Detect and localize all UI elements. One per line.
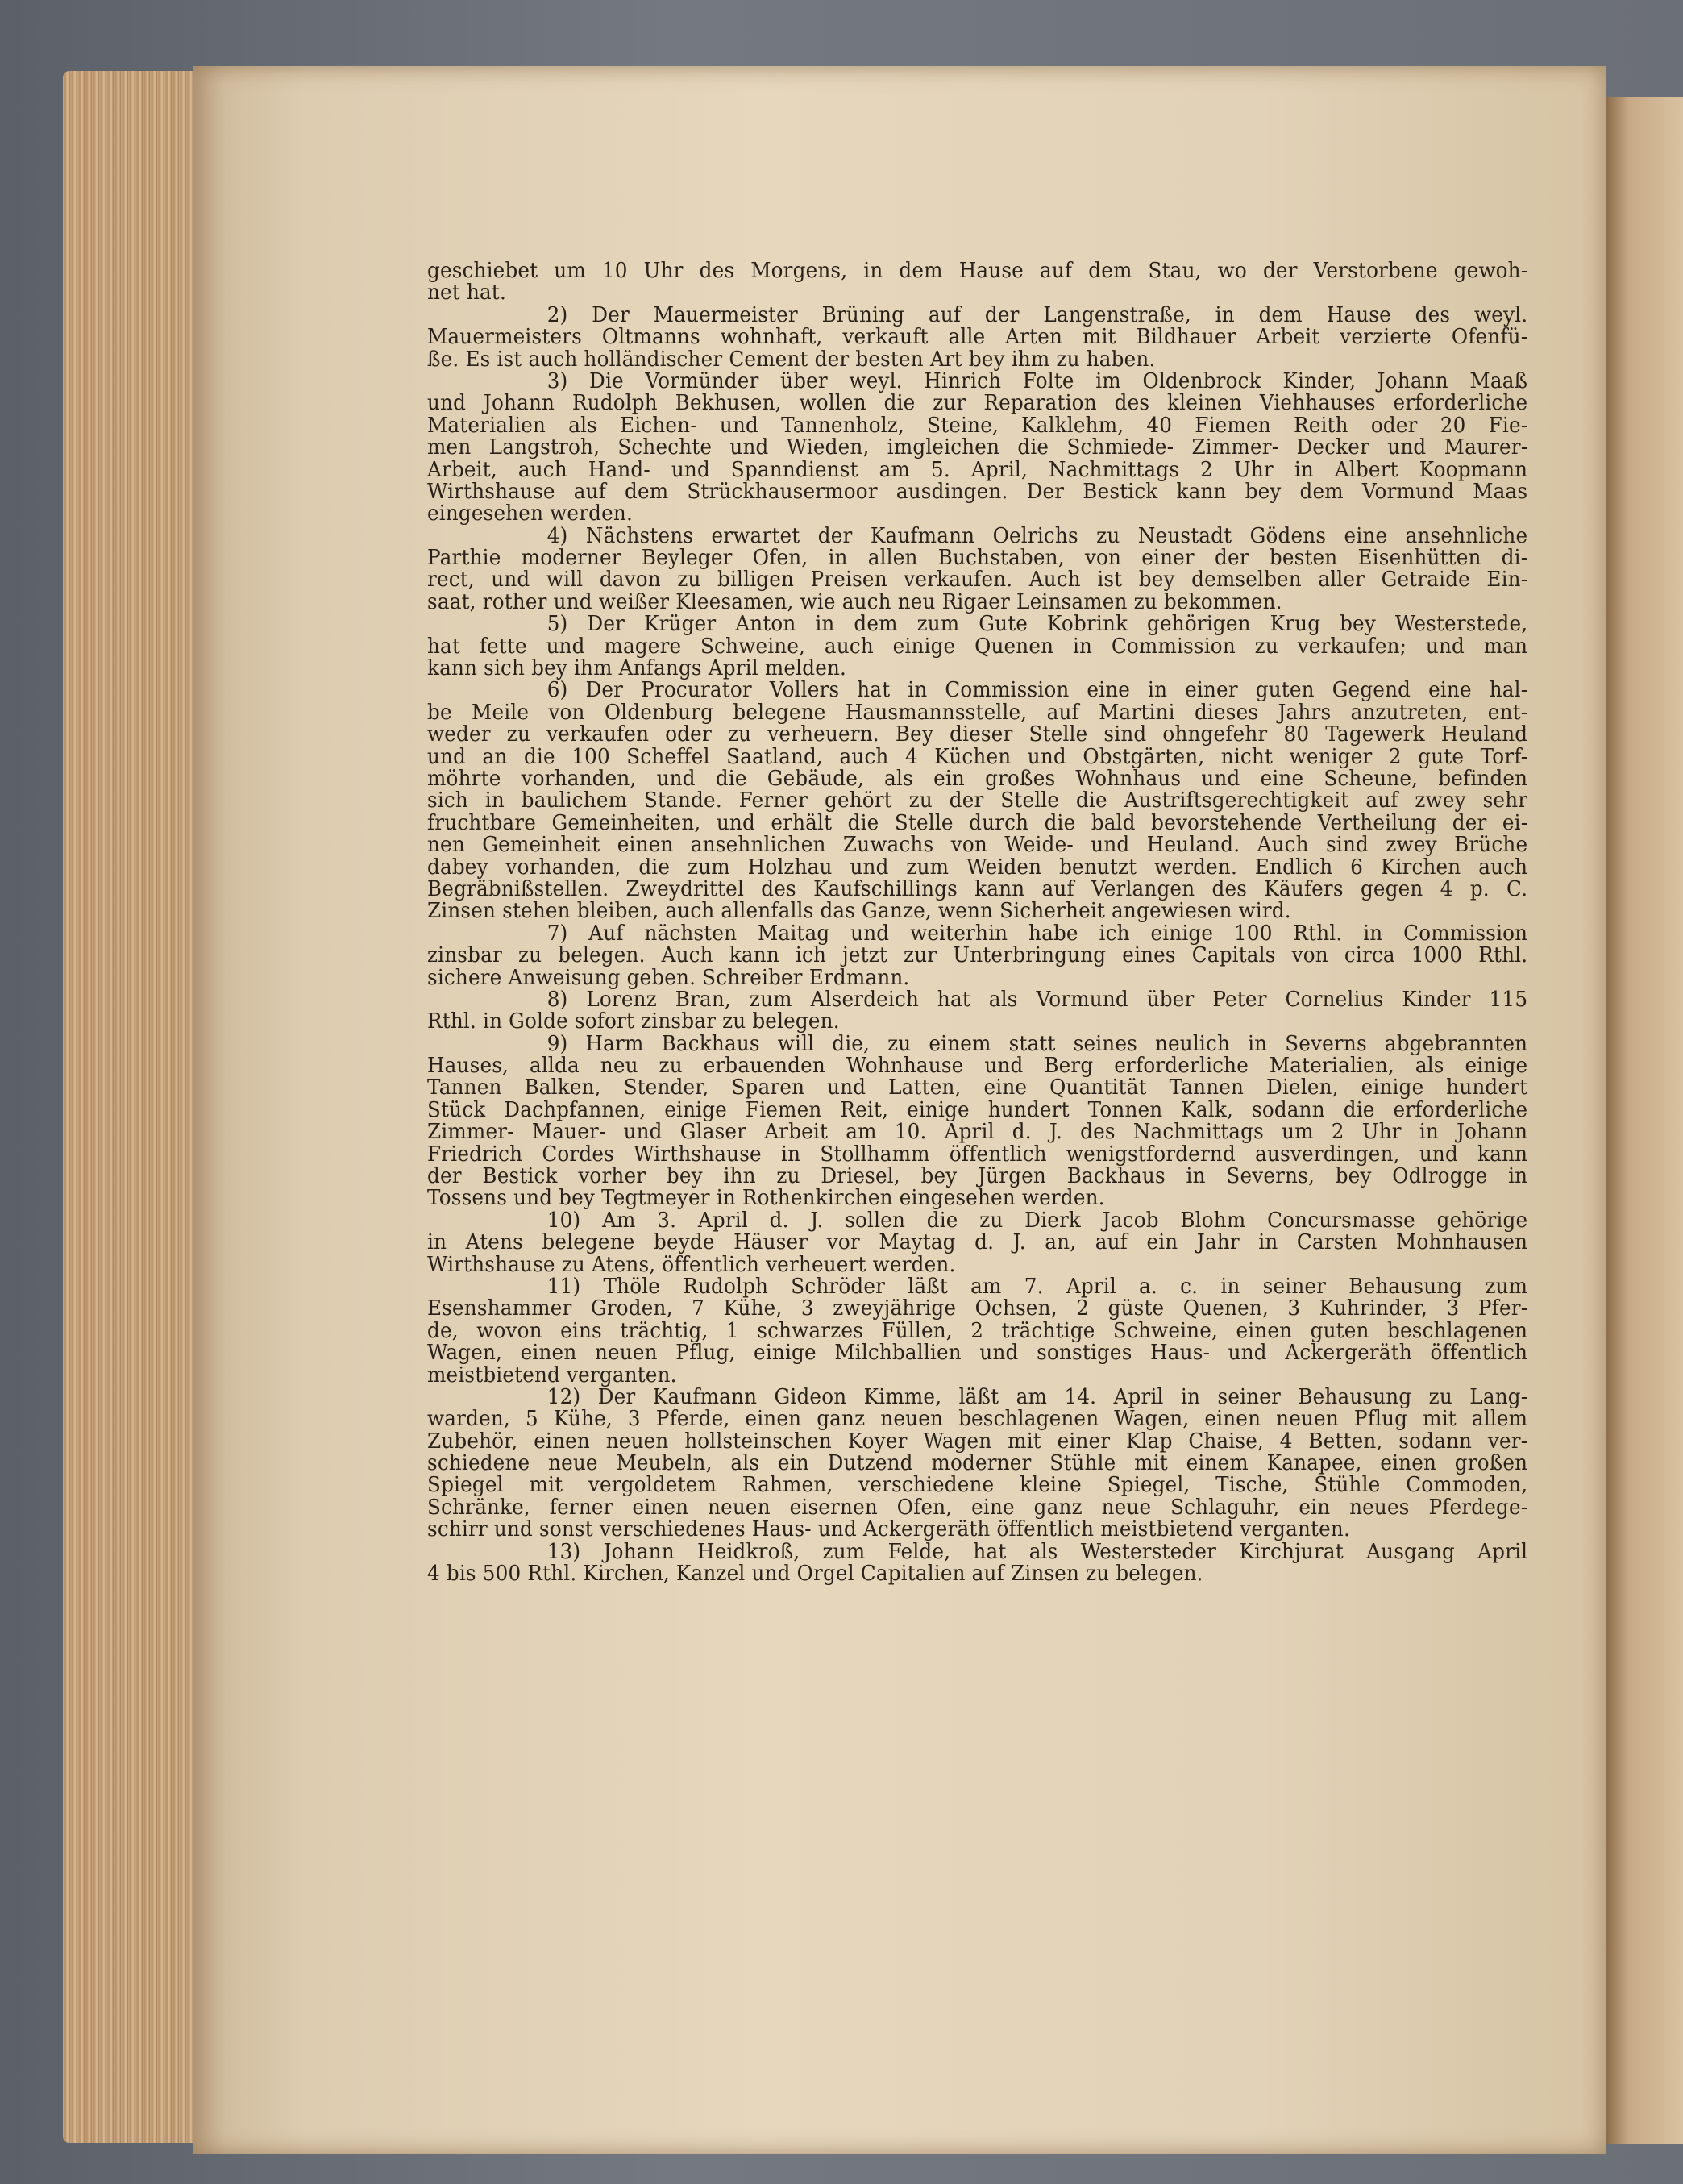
text-line: nen Gemeinheit einen ansehnlichen Zuwachs von Weide- und Heuland. Auch sind zwey Brüche [427,832,1528,858]
text-line: hat fette und magere Schweine, auch einige Quenen in Commission zu verkaufen; und man [427,633,1528,659]
text-line: net hat. [427,280,506,306]
text-line: Schränke, ferner einen neuen eisernen Ofen, eine ganz neue Schlaguhr, ein neues Pferdege- [427,1494,1528,1520]
text-line: Rthl. in Golde sofort zinsbar zu belegen. [427,1009,840,1034]
text-line: und an die 100 Scheffel Saatland, auch 4 Küchen und Obstgärten, nicht weniger 2 gute Torf- [427,743,1528,769]
text-line: und Johann Rudolph Bekhusen, wollen die zur Reparation des kleinen Viehhauses erforderliche [427,390,1528,416]
text-line: 10) Am 3. April d. J. sollen die zu Dierk Jacob Blohm Concursmasse gehörige [546,1207,1528,1233]
text-line: geschiebet um 10 Uhr des Morgens, in dem Hause auf dem Stau, wo der Verstorbene gewoh- [427,258,1528,283]
text-line: Mauermeisters Oltmanns wohnhaft, verkauft alle Arten mit Bildhauer Arbeit verzierte Ofenfü- [427,324,1528,350]
text-line: schirr und sonst verschiedenes Haus- und Ackergeräth öffentlich meistbietend verganten. [427,1516,1350,1542]
book-page-edges [63,71,208,2143]
text-line: 13) Johann Heidkroß, zum Felde, hat als Westersteder Kirchjurat Ausgang April [546,1538,1528,1564]
text-line: 5) Der Krüger Anton in dem zum Gute Kobrink gehörigen Krug bey Westerstede, [546,611,1528,637]
text-line: 12) Der Kaufmann Gideon Kimme, läßt am 14. April in seiner Behausung zu Lang- [546,1383,1528,1409]
text-line: 2) Der Mauermeister Brüning auf der Langenstraße, in dem Hause des weyl. [546,302,1528,327]
text-line: ße. Es ist auch holländischer Cement der besten Art bey ihm zu haben. [427,346,1156,372]
text-line: warden, 5 Kühe, 3 Pferde, einen ganz neuen beschlagenen Wagen, einen neuen Pflug mit allem [427,1406,1528,1432]
text-line: weder zu verkaufen oder zu verheuern. Bey dieser Stelle sind ohngefehr 80 Tagewerk Heuland [427,722,1528,747]
text-line: Wagen, einen neuen Pflug, einige Milchballien und sonstiges Haus- und Ackergeräth öffentlich [427,1340,1528,1366]
text-line: Wirthshause auf dem Strückhausermoor ausdingen. Der Bestick kann bey dem Vormund Maas [427,478,1528,504]
text-line: zinsbar zu belegen. Auch kann ich jetzt zur Unterbringung eines Capitals von circa 1000 Rthl. [427,942,1528,968]
text-line: Tannen Balken, Stender, Sparen und Latten, eine Quantität Tannen Dielen, einige hundert [427,1075,1528,1100]
text-line: Friedrich Cordes Wirthshause in Stollhamm öffentlich wenigstfordernd ausverdingen, und kann [427,1141,1528,1167]
text-line: rect, und will davon zu billigen Preisen verkaufen. Auch ist bey demselben aller Getraide Ein- [427,567,1528,593]
text-line: dabey vorhanden, die zum Holzhau und zum Weiden benutzt werden. Endlich 6 Kirchen auch [427,854,1528,880]
adjacent-page-edge [1606,97,1683,2144]
text-line: kann sich bey ihm Anfangs April melden. [427,655,847,681]
text-line: 3) Die Vormünder über weyl. Hinrich Folte im Oldenbrock Kinder, Johann Maaß [546,368,1528,393]
text-line: saat, rother und weißer Kleesamen, wie auch neu Rigaer Leinsamen zu bekommen. [427,589,1282,614]
text-line: meistbietend verganten. [427,1362,677,1387]
text-line: Zubehör, einen neuen hollsteinschen Koyer Wagen mit einer Klap Chaise, 4 Betten, sodann ver- [427,1428,1528,1454]
text-line: sich in baulichem Stande. Ferner gehört zu der Stelle die Austriftsgerechtigkeit auf zwey sehr [427,788,1528,813]
text-line: 4 bis 500 Rthl. Kirchen, Kanzel und Orgel Capitalien auf Zinsen zu belegen. [427,1561,1203,1587]
page-text-block [427,258,1612,1587]
text-line: Stück Dachpfannen, einige Fiemen Reit, einige hundert Tonnen Kalk, sodann die erforderliche [427,1096,1528,1122]
text-line: Spiegel mit vergoldetem Rahmen, verschiedene kleine Spiegel, Tische, Stühle Commoden, [427,1472,1528,1498]
text-line: fruchtbare Gemeinheiten, und erhält die Stelle durch die bald bevorstehende Vertheilung der ei- [427,809,1528,835]
text-line: 8) Lorenz Bran, zum Alserdeich hat als Vormund über Peter Cornelius Kinder 115 [546,986,1528,1012]
text-line: 4) Nächstens erwartet der Kaufmann Oelrichs zu Neustadt Gödens eine ansehnliche [546,522,1528,548]
text-line: schiedene neue Meubeln, als ein Dutzend moderner Stühle mit einem Kanapee, einen großen [427,1450,1528,1476]
text-line: eingesehen werden. [427,501,633,526]
text-line: sichere Anweisung geben. Schreiber Erdmann. [427,964,910,990]
text-line: der Bestick vorher bey ihn zu Driesel, bey Jürgen Backhaus in Severns, bey Odlrogge in [427,1163,1528,1189]
text-line: möhrte vorhanden, und die Gebäude, als ein großes Wohnhaus und eine Scheune, befinden [427,765,1528,791]
text-line: Tossens und bey Tegtmeyer in Rothenkirchen eingesehen werden. [427,1185,1105,1211]
text-line: in Atens belegene beyde Häuser vor Maytag d. J. an, auf ein Jahr in Carsten Mohnhausen [427,1229,1528,1255]
text-line: 9) Harm Backhaus will die, zu einem statt seines neulich in Severns abgebrannten [546,1030,1528,1056]
text-line: men Langstroh, Schechte und Wieden, imgleichen die Schmiede- Zimmer- Decker und Maurer- [427,435,1528,460]
text-line: 6) Der Procurator Vollers hat in Commission eine in einer guten Gegend eine hal- [546,677,1528,703]
text-line: Parthie moderner Beyleger Ofen, in allen Buchstaben, von einer der besten Eisenhütten di- [427,545,1528,571]
text-line: Materialien als Eichen- und Tannenholz, Steine, Kalklehm, 40 Fiemen Reith oder 20 Fie- [427,412,1528,438]
text-line: Begräbnißstellen. Zweydrittel des Kaufschillings kann auf Verlangen des Käufers gegen 4 p. C. [427,876,1528,901]
text-line: be Meile von Oldenburg belegene Hausmannsstelle, auf Martini dieses Jahrs anzutreten, ent- [427,699,1528,725]
text-line: Zimmer- Mauer- und Glaser Arbeit am 10. April d. J. des Nachmittags um 2 Uhr in Johann [427,1119,1528,1145]
text-line: Zinsen stehen bleiben, auch allenfalls das Ganze, wenn Sicherheit angewiesen wird. [427,898,1291,924]
text-line: Hauses, allda neu zu erbauenden Wohnhause und Berg erforderliche Materialien, als einige [427,1053,1528,1079]
text-line: de, wovon eins trächtig, 1 schwarzes Füllen, 2 trächtige Schweine, einen guten beschlagenen [427,1317,1528,1343]
text-line: 11) Thöle Rudolph Schröder läßt am 7. April a. c. in seiner Behausung zum [546,1273,1528,1299]
text-line: Arbeit, auch Hand- und Spanndienst am 5. April, Nachmittags 2 Uhr in Albert Koopmann [427,456,1528,482]
text-line: Wirthshause zu Atens, öffentlich verheuert werden. [427,1251,956,1277]
text-line: 7) Auf nächsten Maitag und weiterhin habe ich einige 100 Rthl. in Commission [546,920,1528,946]
text-line: Esenshammer Groden, 7 Kühe, 3 zweyjährige Ochsen, 2 güste Quenen, 3 Kuhrinder, 3 Pfer- [427,1296,1528,1321]
